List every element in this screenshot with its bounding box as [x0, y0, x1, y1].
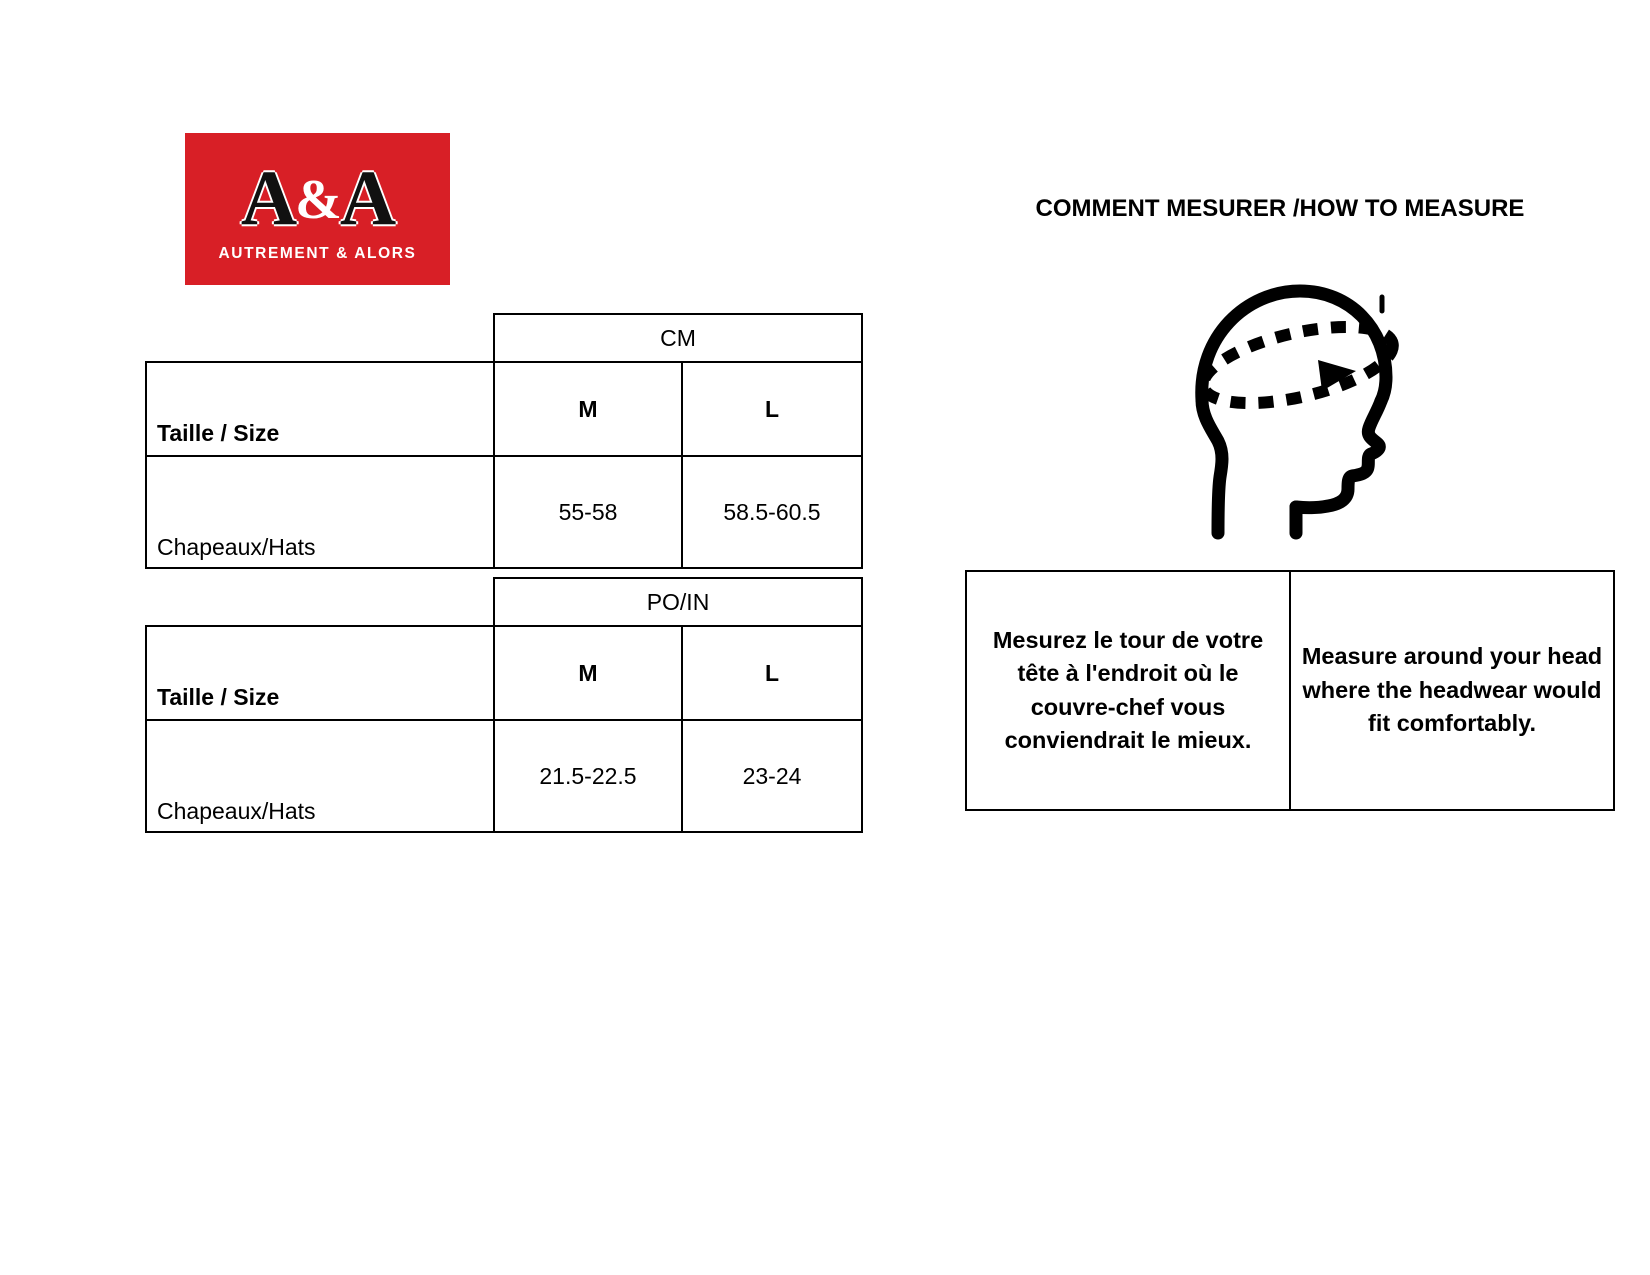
measure-title: COMMENT MESURER /HOW TO MEASURE: [1035, 195, 1525, 222]
size-column-m-cm: M: [494, 362, 682, 456]
row-label-hats-cm: Chapeaux/Hats: [146, 456, 494, 568]
empty-corner-cell: [146, 578, 494, 626]
measure-instructions-table: [965, 570, 1615, 811]
logo-letter-a2: A: [339, 153, 395, 241]
cell-hats-l-cm: 58.5-60.5: [682, 456, 862, 568]
size-column-l-in: L: [682, 626, 862, 720]
cell-hats-m-in: 21.5-22.5: [494, 720, 682, 832]
size-column-m-in: M: [494, 626, 682, 720]
table-row-size-header: [146, 362, 862, 456]
table-row-unit: [146, 578, 862, 626]
table-row-size-header: [146, 626, 862, 720]
cell-hats-m-cm: 55-58: [494, 456, 682, 568]
cell-hats-l-in: 23-24: [682, 720, 862, 832]
measure-note-fr: Mesurez le tour de votre tête à l'endroit où le couvre-chef vous conviendrait le mieux.: [966, 571, 1290, 810]
size-label-cm: Taille / Size: [146, 362, 494, 456]
table-row-unit: [146, 314, 862, 362]
table-row: [146, 456, 862, 568]
unit-header-cm: CM: [494, 314, 862, 362]
brand-logo: [185, 133, 450, 285]
measure-note-en: Measure around your head where the headwear would fit comfortably.: [1290, 571, 1614, 810]
size-table-cm: [145, 313, 863, 569]
table-row: [966, 571, 1614, 810]
logo-ampersand: &: [295, 168, 340, 231]
size-label-in: Taille / Size: [146, 626, 494, 720]
unit-header-in: PO/IN: [494, 578, 862, 626]
logo-tagline: AUTREMENT & ALORS: [218, 245, 417, 263]
empty-corner-cell: [146, 314, 494, 362]
size-column-l-cm: L: [682, 362, 862, 456]
logo-letter-a1: A: [240, 153, 296, 241]
head-measure-icon: [1150, 265, 1410, 540]
row-label-hats-in: Chapeaux/Hats: [146, 720, 494, 832]
size-table-in: [145, 577, 863, 833]
table-row: [146, 720, 862, 832]
logo-wordmark: [240, 153, 395, 241]
